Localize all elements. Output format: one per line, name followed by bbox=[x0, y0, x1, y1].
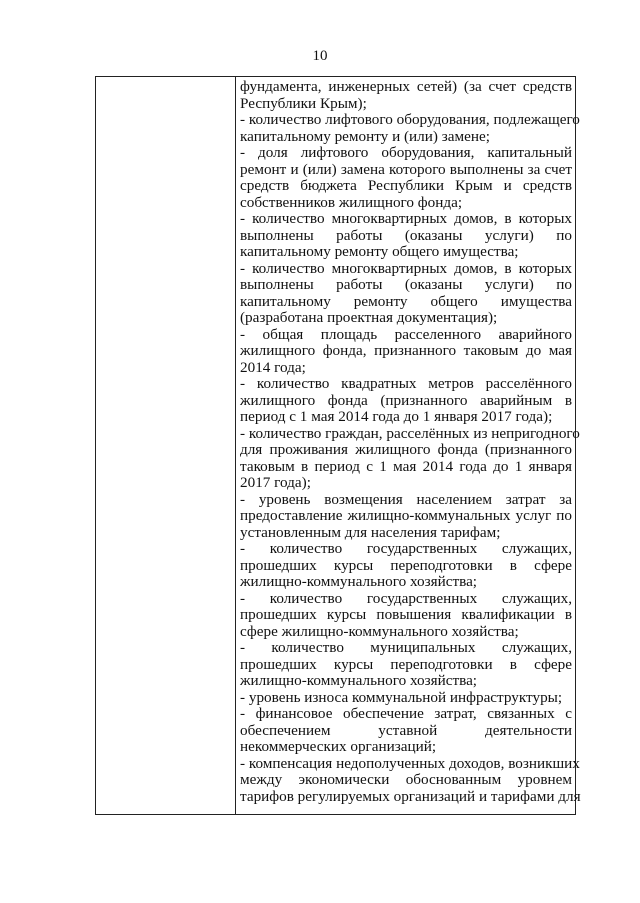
text-line: - количество государственных служащих, bbox=[240, 540, 572, 557]
text-line: - количество муниципальных служащих, bbox=[240, 639, 572, 656]
text-line: (разработана проектная документация); bbox=[240, 309, 498, 326]
table-cell-left bbox=[96, 77, 236, 815]
text-line: - количество квадратных метров расселённого bbox=[240, 375, 572, 392]
text-line: прошедших курсы переподготовки в сфере bbox=[240, 655, 572, 673]
text-line: выполнены работы (оказаны услуги) по bbox=[240, 276, 572, 293]
text-line: таковым в период с 1 мая 2014 года до 1 января bbox=[240, 457, 572, 475]
table-cell-indicators bbox=[236, 77, 581, 815]
text-line: Республики Крым); bbox=[240, 94, 367, 112]
text-line: - уровень возмещения населением затрат за bbox=[240, 490, 572, 508]
text-line: выполнены работы (оказаны услуги) по bbox=[240, 226, 572, 244]
indicator-table bbox=[95, 76, 581, 815]
text-line: прошедших курсы повышения квалификации в bbox=[240, 606, 572, 623]
text-line: - доля лифтового оборудования, капитальный bbox=[240, 144, 572, 161]
text-line: средств бюджета Республики Крым и средств bbox=[240, 177, 572, 194]
text-line: жилищно-коммунального хозяйства; bbox=[240, 672, 478, 689]
text-line: жилищного фонда (признанного аварийным в bbox=[240, 391, 572, 409]
text-line: жилищного фонда, признанного таковым до мая bbox=[240, 342, 572, 359]
table-row bbox=[96, 77, 576, 815]
text-line: - количество государственных служащих, bbox=[240, 589, 572, 607]
text-line: тарифов регулируемых организаций и тарифами для bbox=[240, 787, 581, 805]
text-line: капитальному ремонту общего имущества bbox=[240, 292, 572, 310]
text-line: жилищно-коммунального хозяйства; bbox=[240, 573, 478, 590]
text-line: между экономически обоснованным уровнем bbox=[240, 771, 572, 788]
text-line: для проживания жилищного фонда (признанного bbox=[240, 441, 572, 458]
text-line: сфере жилищно-коммунального хозяйства; bbox=[240, 622, 519, 640]
text-line: - финансовое обеспечение затрат, связанных с bbox=[240, 705, 572, 722]
text-line: некоммерческих организаций; bbox=[240, 738, 437, 755]
text-line: - количество многоквартирных домов, в которых bbox=[240, 210, 572, 227]
text-line: - компенсация недополученных доходов, возникших bbox=[240, 754, 580, 772]
text-line: капитальному ремонту общего имущества; bbox=[240, 243, 519, 260]
text-line: 2014 года; bbox=[240, 358, 306, 376]
text-line: прошедших курсы переподготовки в сфере bbox=[240, 556, 572, 574]
text-line: 2017 года); bbox=[240, 474, 311, 491]
text-line: период с 1 мая 2014 года до 1 января 2017 года); bbox=[240, 408, 553, 425]
text-line: - уровень износа коммунальной инфраструктуры; bbox=[240, 688, 563, 706]
text-line: предоставление жилищно-коммунальных услуг по bbox=[240, 507, 572, 524]
text-line: установленным для населения тарифам; bbox=[240, 523, 501, 541]
text-line: собственников жилищного фонда; bbox=[240, 193, 463, 211]
text-line: - количество лифтового оборудования, подлежащего bbox=[240, 111, 580, 128]
text-line: - количество граждан, расселённых из непригодного bbox=[240, 424, 580, 442]
text-line: обеспечением уставной деятельности bbox=[240, 721, 572, 739]
indicator-text-block bbox=[236, 77, 581, 805]
text-line: капитальному ремонту и (или) замене; bbox=[240, 127, 490, 145]
page-number: 10 bbox=[312, 48, 328, 64]
text-line: фундамента, инженерных сетей) (за счет средств bbox=[240, 78, 572, 95]
text-line: - общая площадь расселенного аварийного bbox=[240, 325, 572, 343]
text-line: ремонт и (или) замена которого выполнены за счет bbox=[240, 160, 572, 178]
text-line: - количество многоквартирных домов, в которых bbox=[240, 259, 572, 277]
